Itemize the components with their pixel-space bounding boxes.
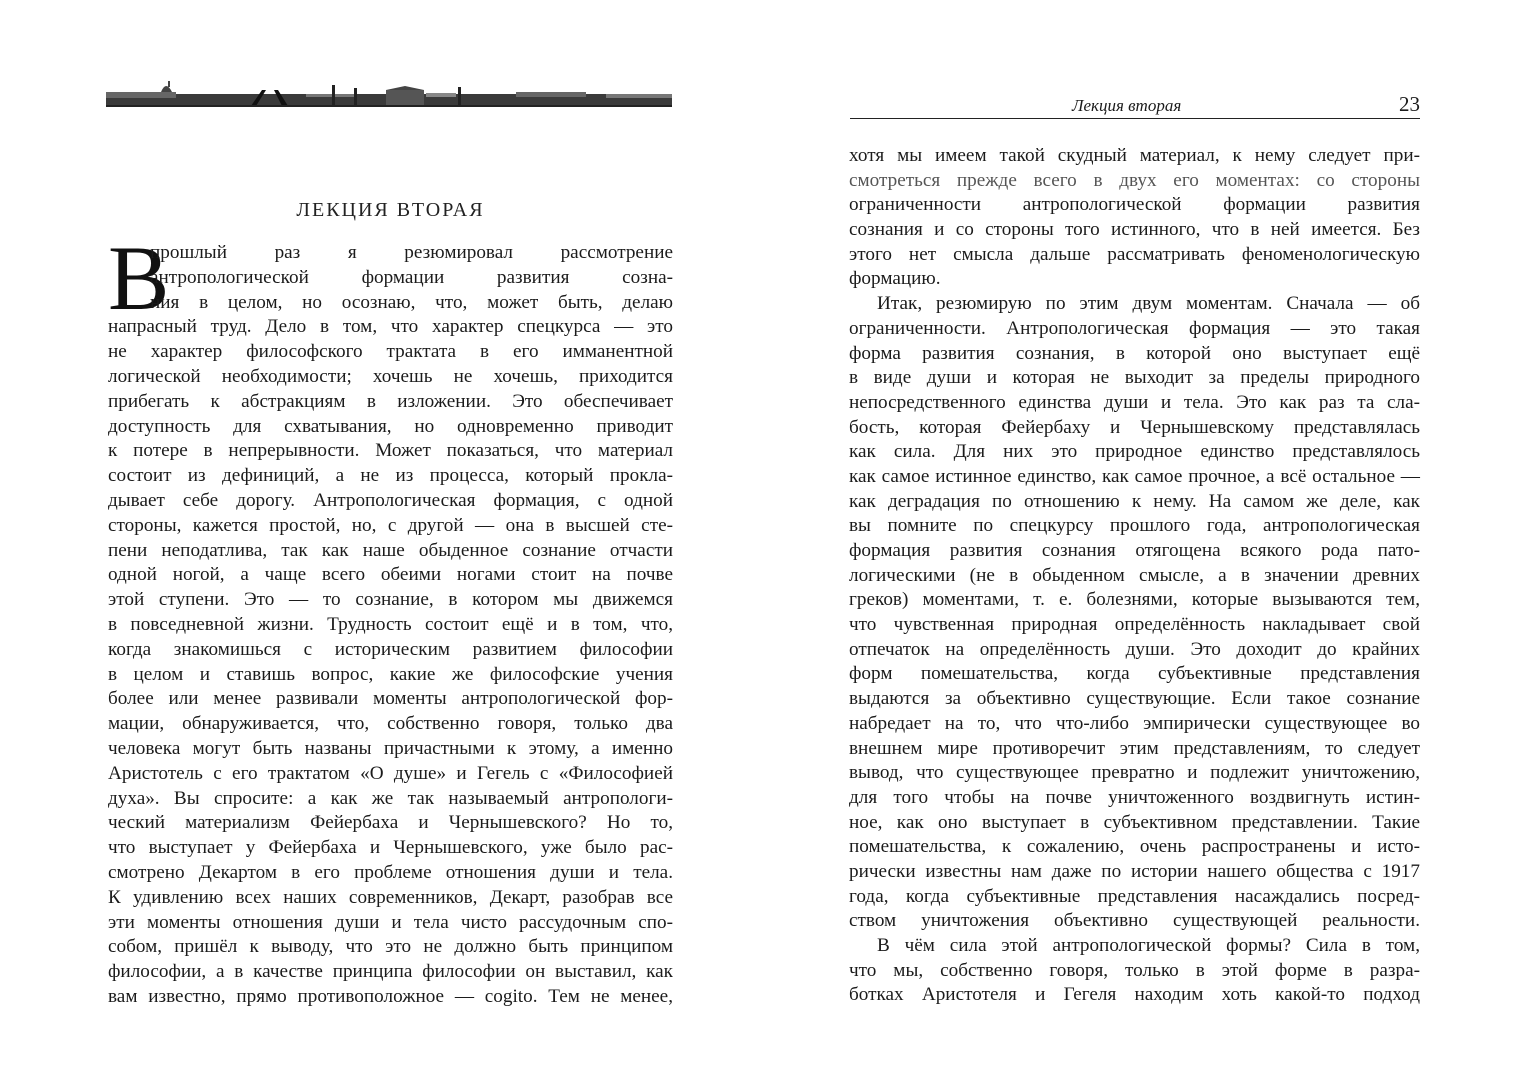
text-line: напрасный труд. Дело в том, что характер спецкурса — это <box>108 316 673 338</box>
text-line: ством уничтожения объективно существующей реальности. <box>849 910 1420 932</box>
text-line: когда знакомишься с историческим развитием философии <box>108 638 673 660</box>
text-line: прибегать к абстракциям в изложении. Это обеспечивает <box>108 390 673 412</box>
text-line: логическими (не в обыденном смысле, а в значении древних <box>849 564 1420 586</box>
text-line: мации, обнаруживается, что, собственно говоря, только два <box>108 713 673 735</box>
text-line: пени неподатлива, так как наше обыденное сознание отчасти <box>108 539 673 561</box>
text-line: в целом и ставишь вопрос, какие же философские учения <box>108 663 673 685</box>
text-line: этого нет смысла дальше рассматривать феноменологическую <box>849 243 1420 265</box>
text-line: человека могут быть названы причастными к этому, а именно <box>108 737 673 759</box>
text-line: в виде души и которая не выходит за пределы природного <box>849 367 1420 389</box>
text-line: не характер философского трактата в его имманентной <box>108 341 673 363</box>
text-line: ограниченности антропологической формации развития <box>849 194 1420 216</box>
drop-cap: В <box>108 227 170 329</box>
text-line: в повседневной жизни. Трудность состоит ещё и в том, что, <box>108 613 673 635</box>
text-line: вывод, что существующее превратно и подлежит уничтожению, <box>849 762 1420 784</box>
text-line: ния в целом, но осознаю, что, может быть, делаю <box>150 291 673 313</box>
text-line: антропологической формации развития созна- <box>150 266 673 288</box>
text-line: сознания и со стороны того истинного, что в ней имеется. Без <box>849 219 1420 241</box>
text-line: бость, которая Фейербаху и Чернышевскому представлялась <box>849 416 1420 438</box>
text-line: рически известны нам даже по истории нашего общества с 1917 <box>849 860 1420 882</box>
text-line: вы помните по спецкурсу прошлого года, антропологическая <box>849 515 1420 537</box>
running-head <box>850 94 1420 119</box>
page-number: 23 <box>1399 92 1420 116</box>
text-line: формация развития сознания отягощена всякого рода пато- <box>849 540 1420 561</box>
text-line: к потере в непрерывности. Может показаться, что материал <box>108 440 673 462</box>
running-head-title: Лекция вторая <box>1072 96 1182 115</box>
text-line: прошлый раз я резюмировал рассмотрение <box>150 242 673 263</box>
text-line: непосредственного единства души и тела. Это как раз та сла- <box>849 391 1420 413</box>
text-line: этой ступени. Это — то сознание, в котором мы движемся <box>108 589 673 611</box>
text-line: духа». Вы спросите: а как же так называемый антропологи- <box>108 787 673 809</box>
city-panorama-illustration <box>106 80 672 110</box>
text-line: логической необходимости; хочешь не хочешь, приходится <box>108 365 673 387</box>
text-line: форм помешательства, когда субъективные представления <box>849 663 1420 685</box>
text-line: для того чтобы на почве уничтоженного воздвигнуть истин- <box>849 786 1420 808</box>
text-line: греков) моментами, т. е. болезнями, которые вызываются тем, <box>849 589 1420 611</box>
text-line: что мы, собственно говоря, только в этой форме в разра- <box>849 959 1420 981</box>
text-line: более или менее развивали моменты антропологической фор- <box>108 688 673 710</box>
text-line: хотя мы имеем такой скудный материал, к нему следует при- <box>849 145 1420 166</box>
text-line: выдаются за объективно существующие. Если такое сознание <box>849 688 1420 710</box>
text-line: смотрено Декартом в его проблеме отношения души и тела. <box>108 861 673 883</box>
text-line: дывает себе дорогу. Антропологическая формация, с одной <box>108 489 673 511</box>
text-line: что чувственная природная определённость накладывает свой <box>849 614 1420 636</box>
text-line: внешнем мире противоречит этим представлениям, то следует <box>849 737 1420 759</box>
text-line: доступность для схватывания, но одновременно приводит <box>108 415 673 437</box>
text-line: К удивлению всех наших современников, Декарт, разобрав все <box>108 886 673 908</box>
text-line: ограниченности. Антропологическая формация — это такая <box>849 317 1420 339</box>
text-line: В чём сила этой антропологической формы? Сила в том, <box>877 935 1420 956</box>
text-line: ное, как оно выступает в субъективном представлении. Такие <box>849 811 1420 833</box>
text-line: как сила. Для них это природное единство представлялось <box>849 441 1420 463</box>
text-line: эти моменты отношения души и тела чисто рассудочным спо- <box>108 911 673 933</box>
chapter-title: ЛЕКЦИЯ ВТОРАЯ <box>296 199 485 221</box>
text-line: года, когда субъективные представления насаждались посред- <box>849 885 1420 907</box>
text-line: Итак, резюмирую по этим двум моментам. Сначала — об <box>877 293 1420 315</box>
text-line: состоит из дефиниций, а не из процесса, который прокла- <box>108 465 673 487</box>
text-line: Аристотель с его трактатом «О душе» и Гегель с «Философией <box>108 762 673 784</box>
text-line: философии, а в качестве принципа философии он выставил, как <box>108 961 673 983</box>
text-line: вам известно, прямо противоположное — cogito. Тем не менее, <box>108 985 673 1007</box>
text-line: как деградация по отношению к нему. На самом же деле, как <box>849 490 1420 512</box>
right-page-text <box>849 144 1420 1008</box>
text-line: форма развития сознания, в которой оно выступает ещё <box>849 342 1420 364</box>
text-line: что выступает у Фейербаха и Чернышевского, уже было рас- <box>108 837 673 859</box>
text-line: помешательства, к сожалению, очень распространены и исто- <box>849 836 1420 858</box>
text-line: собом, пришёл к выводу, что это не должно быть принципом <box>108 936 673 958</box>
text-line: ботках Аристотеля и Гегеля находим хоть какой-то подход <box>849 984 1420 1006</box>
text-line: набредает на то, что что-либо эмпирически существующее во <box>849 712 1420 734</box>
text-line: ческий материализм Фейербаха и Чернышевского? Но то, <box>108 812 673 834</box>
text-line: как самое истинное единство, как самое прочное, а всё остальное — <box>849 465 1420 487</box>
text-line: формацию. <box>849 268 941 290</box>
text-line: смотреться прежде всего в двух его моментах: со стороны <box>849 169 1420 191</box>
text-line: стороны, кажется простой, но, с другой — она в высшей сте- <box>108 514 673 536</box>
left-page-text <box>108 241 673 1010</box>
text-line: отпечаток на определённость души. Это доходит до крайних <box>849 638 1420 660</box>
text-line: одной ногой, а чаще всего обеими ногами стоит на почве <box>108 564 673 586</box>
